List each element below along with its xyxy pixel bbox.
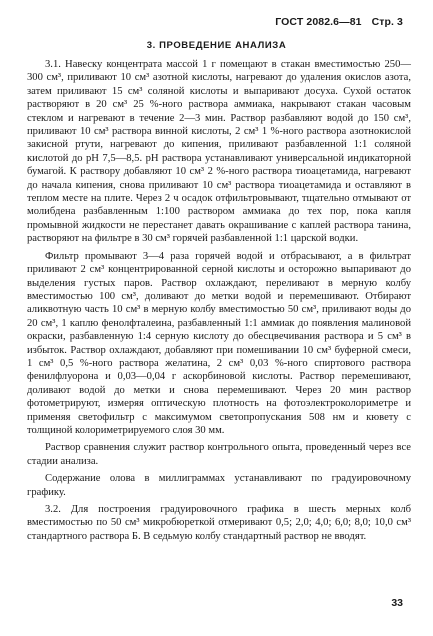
paragraph-reference-solution: Раствор сравнения служит раствор контрольного опыта, проведенный через все стадии анализа. bbox=[27, 442, 411, 467]
standard-number: ГОСТ 2082.6—81 bbox=[275, 16, 362, 28]
page-number: 33 bbox=[391, 597, 403, 609]
paragraph-filter: Фильтр промывают 3—4 раза горячей водой и отбрасывают, а в фильтрат приливают 2 см³ концентрированной серной кислоты и осторожно выпаривают до выделения густых паров. Раствор охлаждают, переливают в мерную колбу вместимостью 100 см³, доливают до метки водой и перемешивают. Отбирают аликвотную часть 10 см³ в мерную колбу вместимостью 50 см³, приливают воды до 20 см³, 1 каплю фенолфталеина, разбавленный 1:1 аммиак до появления малиновой окраски, разбавленную 1:4 серную кислоту до обесцвечивания раствора и 5 см³ в избыток. Раствор охлаждают, добавляют при помешивании 10 см³ буферной смеси, 1 см³ 0,5 %-ного раствора желатина, 2 см³ 0,03 %-ного спиртового раствора фенилфлуорона и 0,03—0,04 г аскорбиновой кислоты. Раствор перемешивают, доливают водой до метки и снова перемешивают. Через 20 мин раствор фотометрируют, измеряя оптическую плотность на фотоэлектроколориметре и применяя светофильтр с максимумом светопропускания 508 нм и кювету с толщиной колориметрируемого слоя 30 мм. bbox=[27, 250, 411, 436]
section-title: 3. ПРОВЕДЕНИЕ АНАЛИЗА bbox=[146, 40, 287, 51]
page-header bbox=[275, 16, 403, 28]
body-text bbox=[27, 58, 411, 547]
paragraph-tin-content: Содержание олова в миллиграммах устанавливают по градуировочному графику. bbox=[27, 473, 411, 498]
page-label: Стр. 3 bbox=[371, 16, 403, 28]
paragraph-3-2: 3.2. Для построения градуировочного графика в шесть мерных колб вместимостью по 50 см³ микробюреткой отмеривают 0,5; 2,0; 4,0; 6,0; 8,0; 10,0 см³ стандартного раствора Б. В седьмую колбу стандартный раствор не вводят. bbox=[27, 504, 411, 542]
paragraph-3-1: 3.1. Навеску концентрата массой 1 г помещают в стакан вместимостью 250—300 см³, приливают 10 см³ азотной кислоты, нагревают до удаления окислов азота, затем приливают 15 см³ соляной кислоты и выпаривают досуха. Сухой остаток растворяют в 20 см³ 25 %-ного раствора аммиака, накрывают стакан часовым стеклом и нагревают в течение 2—3 мин. Раствор разбавляют водой до 150 см³, приливают 10 см³ раствора винной кислоты, 2 см³ 1 %-ного раствора азотнокислой закисной ртути, нагревают до кипения, приливают разбавленной 1:1 соляной кислотой до pH 7,5—8,5. pH раствора устанавливают универсальной индикаторной бумагой. К раствору добавляют 10 см³ 2 %-ного раствора тиоацетамида, нагревают до начала кипения, снова приливают 10 см³ раствора тиоацетамида и оставляют в теплом месте на плите. Через 2 ч осадок отфильтровывают, тщательно отмывают от молибдена разбавленным 1:100 раствором аммиака до тех пор, пока капля промывной жидкости не перестанет давать окрашивание с каплей раствора танина, растворяют на фильтре в 30 см³ горячей разбавленной 1:1 царской водки. bbox=[27, 59, 411, 245]
